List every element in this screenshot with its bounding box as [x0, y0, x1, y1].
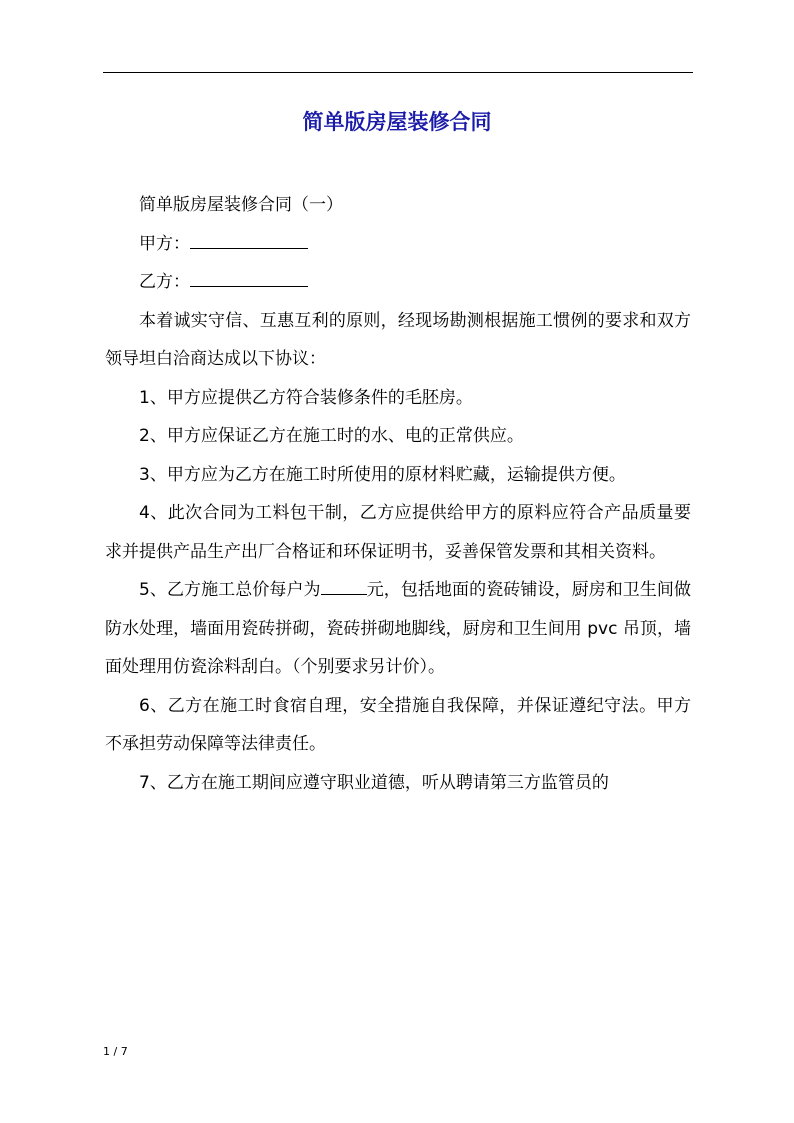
document-body — [105, 186, 691, 802]
party-b-blank — [190, 268, 308, 287]
clause-4: 4、此次合同为工料包干制，乙方应提供给甲方的原料应符合产品质量要求并提供产品生产出厂合格证和环保证明书，妥善保管发票和其相关资料。 — [105, 503, 691, 562]
clause-1: 1、甲方应提供乙方符合装修条件的毛胚房。 — [139, 387, 473, 408]
document-title: 简单版房屋装修合同 — [302, 110, 492, 134]
clause-5-start: 5、乙方施工总价每户为 — [139, 580, 321, 600]
clause-7: 7、乙方在施工期间应遵守职业道德，听从聘请第三方监管员的 — [139, 772, 609, 793]
contract-subtitle: 简单版房屋装修合同（一） — [139, 195, 343, 215]
clause-3: 3、甲方应为乙方在施工时所使用的原材料贮藏，运输提供方便。 — [139, 464, 626, 485]
party-b-label: 乙方： — [139, 272, 190, 292]
clause-5-end: 元，包括地面的瓷砖铺设，厨房和卫生间做防水处理，墙面用瓷砖拼砌，瓷砖拼砌地脚线，厨房和卫生间用 pvc 吊顶，墙面处理用仿瓷涂料刮白。（个别要求另计价）。 — [105, 580, 691, 677]
party-a-label: 甲方： — [139, 233, 190, 254]
clause-5 — [105, 571, 691, 687]
page-number: 1 / 7 — [103, 1045, 128, 1058]
intro-paragraph: 本着诚实守信、互惠互利的原则，经现场勘测根据施工惯例的要求和双方领导坦白洽商达成以下协议： — [105, 310, 691, 369]
party-b-line — [105, 263, 691, 302]
party-a-blank — [190, 230, 308, 249]
clause-6: 6、乙方在施工时食宿自理，安全措施自我保障，并保证遵纪守法。甲方不承担劳动保障等法律责任。 — [105, 695, 691, 754]
clause-2: 2、甲方应保证乙方在施工时的水、电的正常供应。 — [139, 426, 524, 446]
header-rule — [103, 72, 693, 73]
party-a-line — [105, 225, 691, 264]
price-blank — [321, 576, 367, 595]
